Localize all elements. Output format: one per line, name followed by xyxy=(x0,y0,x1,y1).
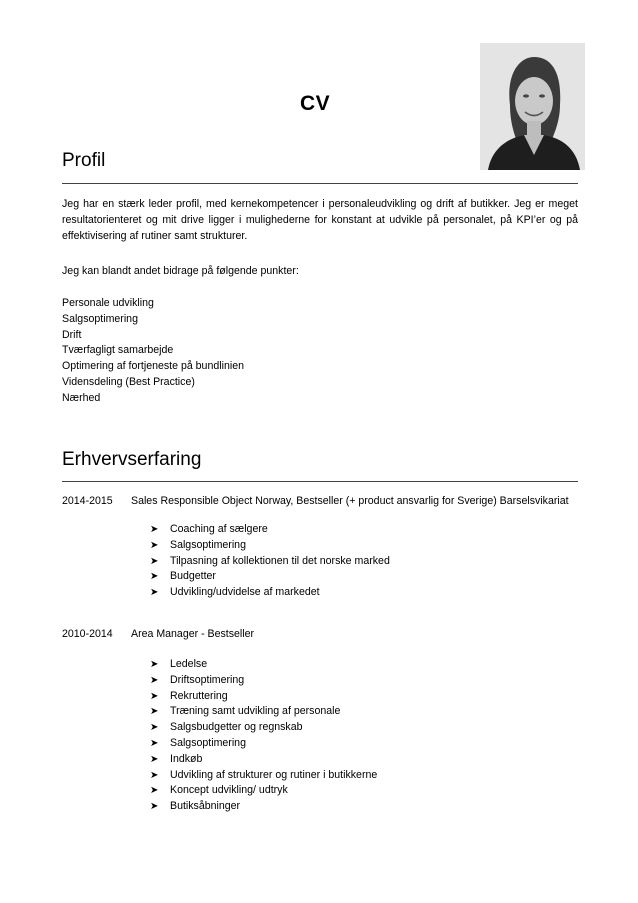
page-title: CV xyxy=(300,92,331,115)
list-item: Vidensdeling (Best Practice) xyxy=(62,375,195,388)
list-item: Personale udvikling xyxy=(62,297,154,309)
profile-divider xyxy=(62,183,578,184)
profile-points xyxy=(62,296,578,407)
job-title: Sales Responsible Object Norway, Bestseller (+ product ansvarlig for Sverige) Barselsvikariat xyxy=(131,495,569,507)
arrowhead-bullet-icon: ➤ xyxy=(150,674,159,686)
list-item: Nærhed xyxy=(62,391,101,404)
list-item: ➤ Salgsbudgetter og regnskab xyxy=(150,720,377,736)
profile-paragraph: Jeg har en stærk leder profil, med kernekompetencer i personaleudvikling og drift af butikker. Jeg er meget resultatorienteret og mit drive ligger i mulighederne for konstant at udvikle på personalet, på KPI’er og på effektivisering af rutiner samt strukturer. xyxy=(62,198,578,242)
job-title: Area Manager - Bestseller xyxy=(131,628,255,640)
arrowhead-bullet-icon: ➤ xyxy=(150,539,159,551)
list-item: ➤ Tilpasning af kollektionen til det norske marked xyxy=(150,554,390,570)
list-item: ➤ Træning samt udvikling af personale xyxy=(150,704,377,720)
list-item: ➤ Salgsoptimering xyxy=(150,736,377,752)
list-item: ➤ Salgsoptimering xyxy=(150,538,390,554)
list-item: ➤ Ledelse xyxy=(150,657,377,673)
list-item: ➤ Udvikling/udvidelse af markedet xyxy=(150,585,390,601)
profile-intro: Jeg kan blandt andet bidrage på følgende punkter: xyxy=(62,265,299,277)
list-item: Salgsoptimering xyxy=(62,312,138,325)
arrowhead-bullet-icon: ➤ xyxy=(150,722,159,734)
list-item: ➤ Koncept udvikling/ udtryk xyxy=(150,783,377,799)
list-item: ➤ Budgetter xyxy=(150,569,390,585)
list-item: ➤ Udvikling af strukturer og rutiner i butikkerne xyxy=(150,768,377,784)
profile-heading: Profil xyxy=(62,150,106,171)
arrowhead-bullet-icon: ➤ xyxy=(150,555,159,567)
list-item: ➤ Coaching af sælgere xyxy=(150,522,390,538)
arrowhead-bullet-icon: ➤ xyxy=(150,737,159,749)
portrait-photo xyxy=(480,43,585,170)
arrowhead-bullet-icon: ➤ xyxy=(150,753,159,765)
list-item: ➤ Driftsoptimering xyxy=(150,673,377,689)
arrowhead-bullet-icon: ➤ xyxy=(150,571,159,583)
list-item: Tværfagligt samarbejde xyxy=(62,344,174,357)
job-2-tasks xyxy=(150,657,377,815)
job-1-tasks xyxy=(150,522,390,601)
arrowhead-bullet-icon: ➤ xyxy=(150,690,159,702)
experience-divider xyxy=(62,481,578,482)
list-item: ➤ Indkøb xyxy=(150,752,377,768)
job-period: 2010-2014 xyxy=(62,628,113,640)
arrowhead-bullet-icon: ➤ xyxy=(150,659,159,670)
list-item: ➤ Rekruttering xyxy=(150,689,377,705)
arrowhead-bullet-icon: ➤ xyxy=(150,524,159,535)
job-entry-1 xyxy=(62,494,569,510)
list-item: Optimering af fortjeneste på bundlinien xyxy=(62,360,244,373)
arrowhead-bullet-icon: ➤ xyxy=(150,587,159,599)
job-entry-2 xyxy=(62,627,254,643)
arrowhead-bullet-icon: ➤ xyxy=(150,769,159,781)
job-period: 2014-2015 xyxy=(62,495,113,507)
arrowhead-bullet-icon: ➤ xyxy=(150,785,159,797)
arrowhead-bullet-icon: ➤ xyxy=(150,706,159,718)
list-item: Drift xyxy=(62,328,82,341)
experience-heading: Erhvervserfaring xyxy=(62,449,202,470)
arrowhead-bullet-icon: ➤ xyxy=(150,801,159,813)
list-item: ➤ Butiksåbninger xyxy=(150,799,377,815)
